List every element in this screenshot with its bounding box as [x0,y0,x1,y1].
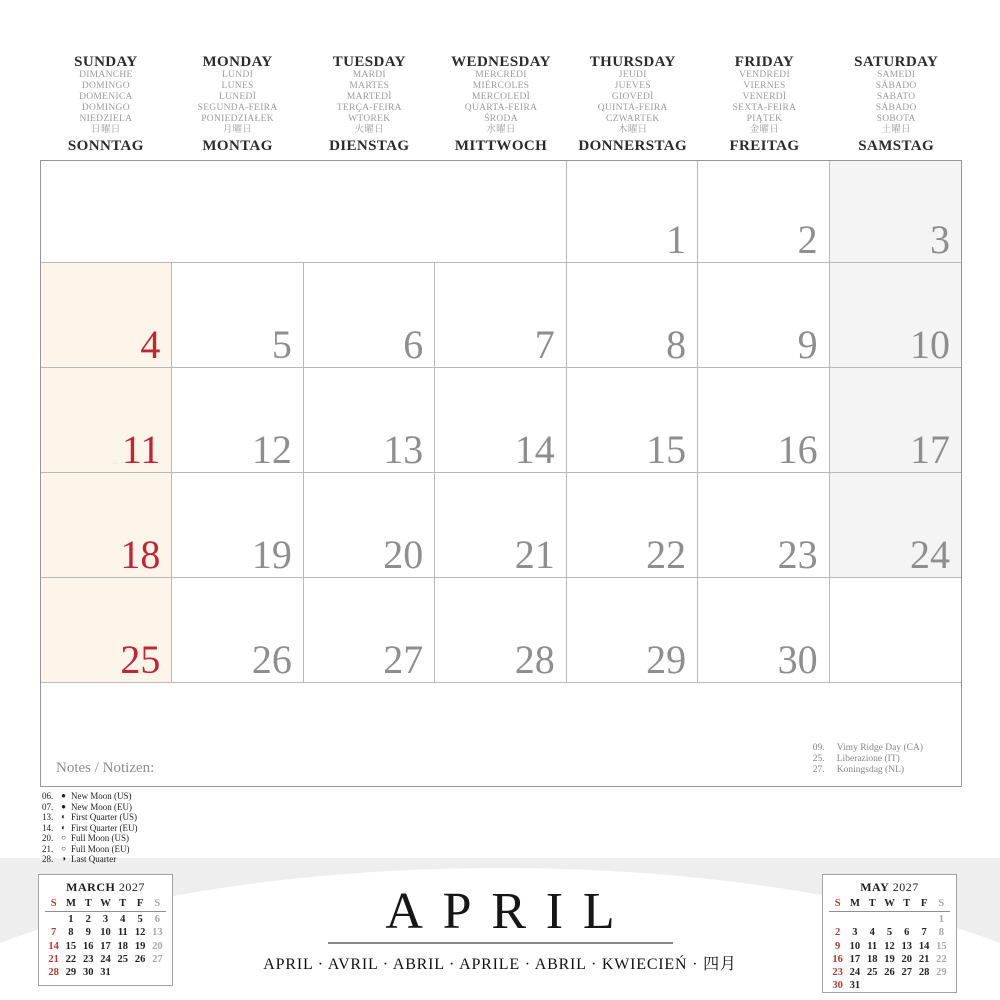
mini-day-cell: 8 [938,927,944,939]
weekday-italian: GIOVEDÌ [611,92,654,102]
mini-day-cell [45,913,62,926]
day-number: 21 [514,532,555,577]
moon-phase-icon: ● [61,801,66,811]
weekday-polish: PIĄTEK [746,114,783,124]
mini-day-cell: 12 [134,927,146,939]
weekday-column [699,54,831,154]
weekday-japanese: 土曜日 [881,125,911,135]
mini-day-cell: 1 [68,914,74,926]
moon-phase-entry [42,844,137,855]
weekday-column [830,54,962,154]
mini-day-cell [915,913,932,926]
mini-day-header: W [100,898,111,909]
day-number: 22 [646,532,687,577]
mini-day-cell: 12 [884,940,895,952]
weekday-german: DONNERSTAG [578,138,688,154]
day-number: 4 [140,322,161,367]
day-cell-apr-25 [41,578,172,683]
day-cell-apr-26 [172,578,303,683]
weekday-french: JEUDI [618,70,647,80]
mini-day-cell: 29 [65,967,77,979]
weekday-japanese: 金曜日 [749,125,780,135]
moon-phase-day: 20. [42,833,54,843]
mini-day-header: M [65,898,76,909]
holiday-label: Koningsdag (NL) [836,765,905,775]
weekday-japanese: 木曜日 [618,125,648,135]
day-number: 23 [777,532,818,577]
mini-day-cell: 2 [85,914,91,926]
weekday-italian: MARTEDÌ [346,92,392,102]
day-cell-apr-23 [698,473,829,578]
day-cell-apr-5 [172,263,303,368]
notes-row [41,683,961,786]
mini-day-cell: 22 [936,953,947,965]
day-number: 2 [797,217,818,262]
mini-day-cell: 5 [886,927,893,939]
mini-day-cell: 26 [134,953,146,965]
mini-day-cell [881,913,898,926]
mini-day-header: W [884,898,895,909]
weekday-column [40,54,172,154]
day-cell-apr-17 [830,368,961,473]
day-number: 16 [777,427,818,472]
mini-day-cell [898,979,915,992]
weekday-portuguese: SEGUNDA-FEIRA [197,103,278,113]
weekday-german: SONNTAG [67,138,144,154]
moon-phase-entry [42,833,137,844]
weekday-english: WEDNESDAY [451,54,551,70]
mini-day-cell: 19 [134,940,146,952]
holiday-day: 27. [812,765,825,775]
moon-phase-icon: ○ [61,843,66,853]
day-number: 25 [120,637,161,682]
weekday-polish: WTOREK [348,114,391,124]
moon-phase-entry [42,823,137,834]
mini-day-cell: 15 [65,940,77,952]
weekday-french: MARDI [352,70,386,80]
mini-day-cell: 3 [852,927,858,939]
weekday-italian: LUNEDÌ [219,92,257,102]
day-number: 1 [666,217,687,262]
moon-phase-label: First Quarter (EU) [71,822,138,833]
holiday-list [813,743,923,776]
day-cell-apr-1 [567,161,698,263]
mini-calendar-title [829,880,950,895]
weekday-polish: ŚRODA [484,114,518,124]
day-number: 27 [383,637,424,682]
mini-day-cell: 20 [152,940,163,952]
holiday-day: 25. [812,754,825,764]
mini-day-cell: 22 [65,953,77,965]
weekday-french: SAMEDI [877,70,916,80]
mini-calendar-may [822,874,957,993]
moon-phase-day: 28. [42,854,54,864]
mini-day-cell: 19 [884,953,895,965]
moon-phase-label: New Moon (EU) [71,801,132,812]
weekday-portuguese: QUARTA-FEIRA [464,103,538,113]
empty-leading-cells [41,161,567,263]
mini-day-cell [915,979,932,992]
mini-day-cell [149,966,166,979]
mini-day-cell: 31 [100,967,111,979]
mini-day-header: S [834,898,841,909]
mini-day-cell: 9 [85,927,91,939]
mini-day-cell: 30 [82,967,94,979]
month-title: APRIL [385,883,635,940]
mini-day-cell [829,913,846,926]
day-cell-apr-18 [41,473,172,578]
mini-day-cell: 17 [100,940,111,952]
mini-day-cell [933,979,950,992]
moon-phase-label: Full Moon (EU) [71,843,130,854]
weekday-portuguese: QUINTA-FEIRA [597,103,668,113]
day-cell-apr-29 [567,578,698,683]
mini-day-cell: 29 [936,967,947,979]
moon-phase-icon: ◐ [61,812,66,821]
moon-phase-label: New Moon (US) [71,791,132,801]
mini-day-cell: 30 [832,980,843,992]
mini-day-cell: 14 [48,940,59,952]
day-number: 10 [910,322,950,367]
mini-day-header: M [849,898,860,909]
mini-day-header: T [903,898,911,909]
weekday-portuguese: TERÇA-FEIRA [336,103,402,113]
moon-phase-icon: ○ [61,833,66,842]
moon-phase-icon: ● [61,791,66,800]
weekday-column [567,54,699,154]
mini-day-cell: 17 [849,953,861,965]
mini-day-header: T [119,898,127,909]
weekday-italian: DOMENICA [79,92,133,102]
moon-phase-day: 06. [42,791,54,801]
weekday-polish: CZWARTEK [605,114,660,124]
mini-day-cell: 13 [152,927,163,939]
day-number: 20 [383,532,424,577]
weekday-english: FRIDAY [734,54,795,70]
day-number: 17 [910,427,950,472]
day-cell-apr-7 [435,263,566,368]
day-number: 14 [514,427,555,472]
mini-day-headers [45,897,166,912]
day-number: 28 [514,637,555,682]
day-cell-apr-28 [435,578,566,683]
weekday-column [303,54,435,154]
mini-day-cell: 11 [117,927,128,939]
weekday-french: VENDREDI [738,70,790,80]
day-number: 6 [403,322,424,367]
moon-phase-day: 21. [42,843,54,854]
mini-day-header: T [84,898,92,909]
weekday-spanish: MIÉRCOLES [472,81,530,91]
day-number: 3 [930,217,950,262]
mini-day-cell: 15 [936,940,947,952]
day-cell-apr-11 [41,368,172,473]
day-cell-apr-20 [304,473,435,578]
weekday-italian: MERCOLEDÌ [471,92,531,102]
moon-phase-label: Full Moon (US) [71,833,130,843]
weekday-spanish: DOMINGO [81,81,130,91]
weekday-spanish: JUEVES [614,81,651,91]
day-cell-apr-30 [698,578,829,683]
mini-calendar-march [38,874,173,986]
moon-phase-icon: ◑ [61,854,66,863]
weekday-german: MITTWOCH [454,138,548,154]
weekday-english: MONDAY [202,54,273,70]
mini-day-cell: 23 [832,967,843,979]
mini-day-cell: 23 [82,953,94,965]
day-number: 12 [251,427,292,472]
weekday-portuguese: SEXTA-FEIRA [732,103,797,113]
mini-day-cell: 27 [152,953,163,965]
day-cell-apr-24 [830,473,961,578]
weekday-italian: VENERDÌ [742,92,787,102]
day-cell-apr-27 [304,578,435,683]
moon-phase-day: 07. [42,801,54,812]
weekday-french: LUNDI [222,70,254,80]
mini-day-header: S [154,898,161,909]
mini-day-cell: 3 [102,914,109,926]
day-number: 15 [646,427,687,472]
mini-day-cell: 28 [918,967,930,979]
mini-day-header: F [920,898,928,909]
day-number: 26 [251,637,292,682]
mini-day-cell [881,979,898,992]
mini-day-cell: 7 [921,927,927,939]
month-grid [40,160,962,787]
day-cell-apr-9 [698,263,829,368]
weekday-german: SAMSTAG [858,138,935,154]
mini-calendar-title [45,880,166,895]
mini-day-header: S [938,898,945,909]
weekday-japanese: 水曜日 [486,125,516,135]
mini-day-headers [829,897,950,912]
notes-label: Notes / Notizen: [56,760,155,776]
mini-day-cell: 28 [48,967,59,979]
mini-day-cell: 21 [918,953,930,965]
mini-day-cell: 10 [849,940,861,952]
day-cell-apr-19 [172,473,303,578]
day-cell-apr-10 [830,263,961,368]
day-number: 8 [666,322,687,367]
day-cell-apr-8 [567,263,698,368]
weekday-polish: SOBOTA [876,114,916,124]
mini-day-header: T [868,898,876,909]
mini-day-cell [131,966,148,979]
mini-day-cell: 6 [904,927,910,939]
weekday-japanese: 月曜日 [222,125,253,135]
mini-day-cell: 26 [884,967,895,979]
day-cell-apr-22 [567,473,698,578]
mini-month: MARCH [66,880,116,894]
mini-month: MAY [860,880,890,894]
weekday-portuguese: SÁBADO [875,103,917,113]
mini-day-cell: 24 [100,953,111,965]
mini-day-header: S [50,898,57,909]
day-cell-apr-2 [698,161,829,263]
mini-day-cell: 11 [867,940,878,952]
day-number: 19 [251,532,292,577]
weekday-spanish: VIERNES [743,81,786,91]
mini-day-cell: 9 [835,940,841,952]
mini-day-cell: 2 [835,927,841,939]
weekday-japanese: 日曜日 [91,125,121,135]
day-cell-apr-21 [435,473,566,578]
moon-phase-day: 14. [42,822,54,833]
mini-year: 2027 [892,880,919,894]
moon-phase-entry [42,812,137,823]
mini-day-header: F [136,898,144,909]
empty-trailing-cell [830,578,961,683]
mini-day-cell [864,913,881,926]
weekday-german: MONTAG [202,138,273,154]
mini-day-cell: 20 [901,953,913,965]
mini-day-cell: 4 [869,927,875,939]
mini-day-cell: 24 [849,967,861,979]
day-cell-apr-15 [567,368,698,473]
moon-phase-entry [42,802,137,813]
title-divider [328,942,673,944]
day-number: 11 [121,427,161,472]
holiday-label: Liberazione (IT) [836,754,900,764]
moon-phase-icon: ◐ [61,822,66,832]
day-cell-apr-6 [304,263,435,368]
mini-day-cell: 25 [117,953,129,965]
day-cell-apr-3 [830,161,961,263]
weekday-french: DIMANCHE [79,70,133,80]
mini-day-cell: 27 [901,967,913,979]
weekday-english: SATURDAY [854,54,939,70]
mini-day-cells [45,913,166,979]
month-subtitle: APRIL · AVRIL · ABRIL · APRILE · ABRIL · KWIECIEŃ · 四月 [263,956,737,973]
mini-day-cell: 4 [120,914,126,926]
weekday-portuguese: DOMINGO [81,103,130,113]
mini-day-cell: 25 [866,967,878,979]
mini-day-cell: 18 [866,953,878,965]
mini-day-cell: 13 [901,940,913,952]
mini-day-cell [846,913,863,926]
weekday-english: THURSDAY [589,54,676,70]
weekday-english: SUNDAY [74,54,138,70]
holiday-entry [813,765,923,776]
mini-day-cell: 21 [48,953,59,965]
mini-day-cell: 7 [51,927,57,939]
mini-year: 2027 [118,880,145,894]
weekday-column [435,54,567,154]
day-cell-apr-4 [41,263,172,368]
mini-day-cells [829,913,950,992]
day-cell-apr-13 [304,368,435,473]
holiday-entry [813,754,923,765]
day-cell-apr-12 [172,368,303,473]
weekday-column [172,54,304,154]
holiday-label: Vimy Ridge Day (CA) [836,743,923,753]
mini-day-cell [898,913,915,926]
weekday-spanish: SÁBADO [875,81,917,91]
weekday-polish: PONIEDZIAŁEK [201,114,274,124]
weekday-italian: SABATO [876,92,916,102]
mini-day-cell: 10 [100,927,111,939]
mini-day-cell: 14 [918,940,930,952]
weekday-polish: NIEDZIELA [79,114,133,124]
weekday-french: MERCREDI [475,70,527,80]
weekday-header-strip [40,54,962,154]
mini-day-cell: 5 [137,914,143,926]
mini-day-cell: 1 [938,914,944,926]
holiday-entry [813,743,923,754]
moon-phase-entry [42,791,137,802]
day-number: 18 [120,532,161,577]
day-number: 13 [383,427,424,472]
mini-day-cell: 6 [154,914,160,926]
mini-day-cell [114,966,131,979]
weekday-spanish: MARTES [349,81,390,91]
day-cell-apr-16 [698,368,829,473]
moon-phase-label: Last Quarter [71,854,117,864]
day-number: 30 [777,637,818,682]
moon-phase-day: 13. [42,812,54,822]
day-number: 9 [797,322,818,367]
moon-phase-legend [42,791,137,865]
mini-day-cell: 8 [68,927,74,939]
moon-phase-entry [42,854,137,865]
weekday-german: FREITAG [729,138,800,154]
moon-phase-label: First Quarter (US) [71,812,137,822]
day-number: 7 [534,322,555,367]
weekday-spanish: LUNES [221,81,254,91]
day-number: 5 [271,322,292,367]
mini-day-cell [864,979,881,992]
holiday-day: 09. [812,743,825,753]
mini-day-cell: 31 [849,980,861,992]
mini-day-cell: 16 [82,940,94,952]
day-number: 29 [646,637,687,682]
mini-day-cell: 16 [832,953,843,965]
weekday-english: TUESDAY [332,54,406,70]
day-number: 24 [910,532,950,577]
mini-day-cell: 18 [117,940,129,952]
weekday-japanese: 火曜日 [354,125,384,135]
day-cell-apr-14 [435,368,566,473]
weekday-german: DIENSTAG [329,138,410,154]
